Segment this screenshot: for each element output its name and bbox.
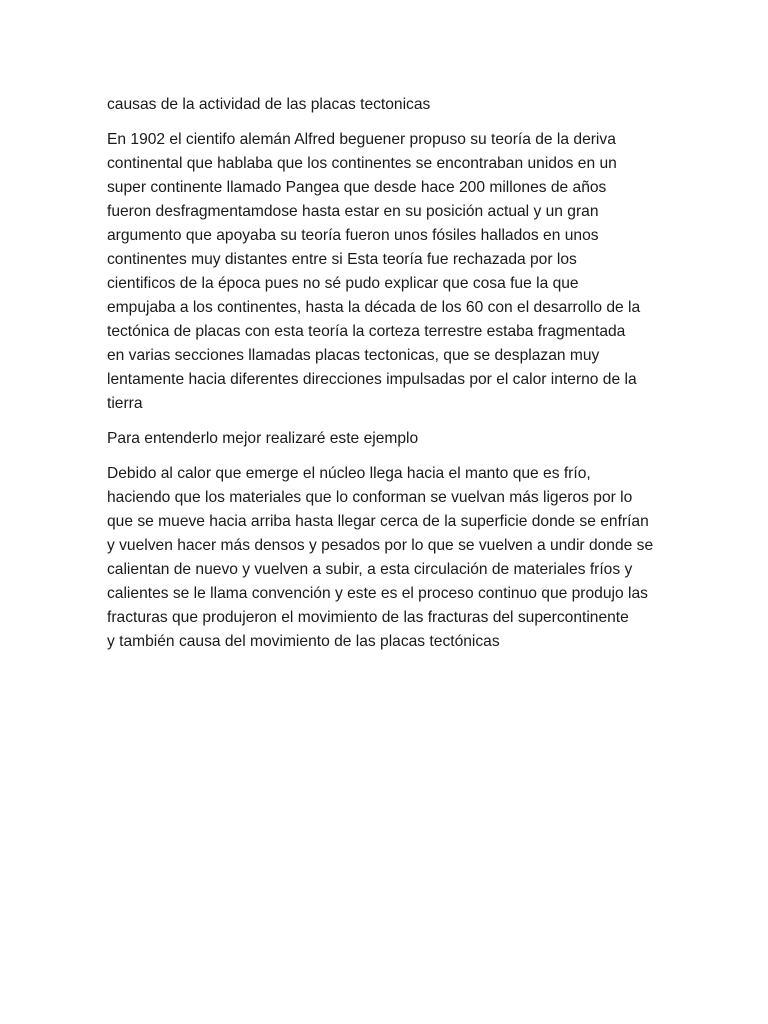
- paragraph-line: y vuelven hacer más densos y pesados por lo que se vuelven a undir donde se: [107, 537, 654, 554]
- paragraph-line: super continente llamado Pangea que desde hace 200 millones de años: [107, 179, 607, 196]
- document-body: [107, 93, 663, 665]
- paragraph-line: En 1902 el cientifo alemán Alfred beguener propuso su teoría de la deriva: [107, 131, 616, 148]
- paragraph-line: Para entenderlo mejor realizaré este ejemplo: [107, 430, 419, 447]
- paragraph-line: continental que hablaba que los continentes se encontraban unidos en un: [107, 155, 617, 172]
- paragraph-line: empujaba a los continentes, hasta la década de los 60 con el desarrollo de la: [107, 299, 641, 316]
- paragraph-line: calientan de nuevo y vuelven a subir, a esta circulación de materiales fríos y: [107, 561, 633, 578]
- paragraph-line: en varias secciones llamadas placas tectonicas, que se desplazan muy: [107, 347, 600, 364]
- paragraph-ejemplo-intro: [107, 427, 663, 451]
- title-line: causas de la actividad de las placas tectonicas: [107, 96, 431, 113]
- paragraph-line: haciendo que los materiales que lo conforman se vuelvan más ligeros por lo: [107, 489, 633, 506]
- paragraph-line: tierra: [107, 395, 143, 412]
- paragraph-line: fracturas que produjeron el movimiento de las fracturas del supercontinente: [107, 609, 629, 626]
- paragraph-line: lentamente hacia diferentes direcciones impulsadas por el calor interno de la: [107, 371, 637, 388]
- paragraph-line: cientificos de la época pues no sé pudo explicar que cosa fue la que: [107, 275, 579, 292]
- document-title: [107, 93, 663, 117]
- paragraph-conveccion: [107, 462, 663, 654]
- paragraph-line: argumento que apoyaba su teoría fueron unos fósiles hallados en unos: [107, 227, 599, 244]
- paragraph-line: que se mueve hacia arriba hasta llegar cerca de la superficie donde se enfrían: [107, 513, 649, 530]
- paragraph-line: Debido al calor que emerge el núcleo llega hacia el manto que es frío,: [107, 465, 591, 482]
- paragraph-line: y también causa del movimiento de las placas tectónicas: [107, 633, 500, 650]
- paragraph-line: fueron desfragmentamdose hasta estar en su posición actual y un gran: [107, 203, 599, 220]
- paragraph-line: continentes muy distantes entre si Esta teoría fue rechazada por los: [107, 251, 577, 268]
- paragraph-line: calientes se le llama convención y este es el proceso continuo que produjo las: [107, 585, 648, 602]
- paragraph-deriva-continental: [107, 128, 663, 416]
- paragraph-line: tectónica de placas con esta teoría la corteza terrestre estaba fragmentada: [107, 323, 626, 340]
